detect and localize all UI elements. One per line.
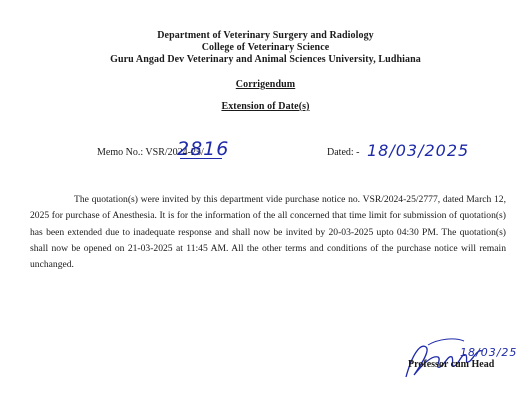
memo-underline — [180, 158, 222, 159]
signature-date-handwritten: 18/03/25 — [460, 346, 518, 359]
college-name: College of Veterinary Science — [201, 42, 330, 53]
university-name: Guru Angad Dev Veterinary and Animal Sciences University, Ludhiana — [110, 54, 421, 65]
corrigendum-title: Corrigendum — [235, 79, 296, 90]
signatory-title: Professor cum Head — [408, 359, 495, 370]
extension-title: Extension of Date(s) — [221, 101, 310, 112]
memo-number-handwritten: 2816 — [177, 138, 230, 160]
department-name: Department of Veterinary Surgery and Radiology — [157, 30, 374, 41]
memo-label: Memo No.: VSR/2024-25/ — [97, 147, 204, 158]
notice-paragraph: The quotation(s) were invited by this department vide purchase notice no. VSR/2024-25/2777, dated March 12, 2025 for purchase of Anesthesia. It is for the information of the all concerned that time limit for submission of quotation(s) has been extended due to inadequate response and shall now be invited by 20-03-2025 upto 04:30 PM. The quotation(s) shall now be opened on 21-03-2025 at 11:45 AM. All the other terms and conditions of the purchase notice will remain unchanged. — [30, 194, 506, 271]
dated-value-handwritten: 18/03/2025 — [367, 141, 470, 160]
dated-label: Dated: - — [327, 147, 360, 158]
